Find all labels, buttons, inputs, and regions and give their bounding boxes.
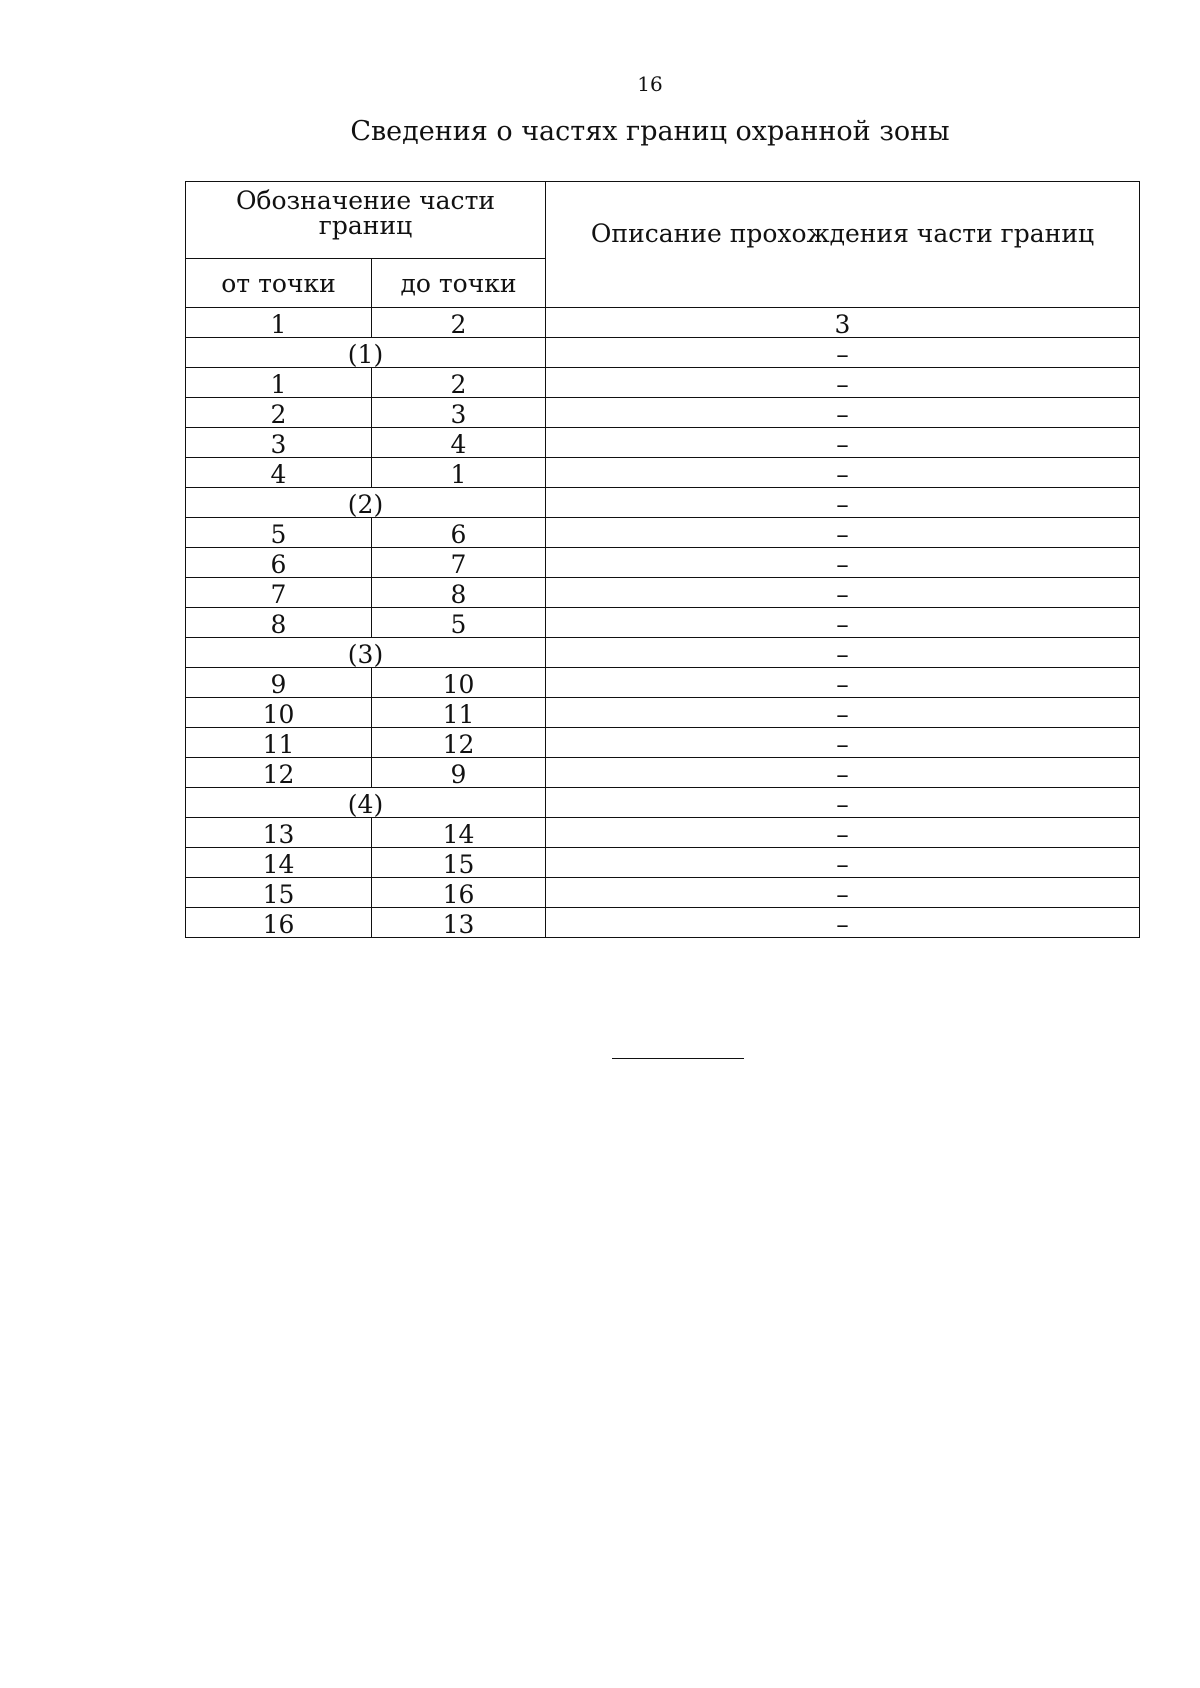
cell-description: – (546, 428, 1140, 458)
cell-description: – (546, 638, 1140, 668)
cell-from-point: 3 (186, 428, 372, 458)
table-row (186, 668, 1140, 698)
cell-from-point: 7 (186, 578, 372, 608)
column-numbering-row (186, 308, 1140, 338)
cell-to-point: 9 (372, 758, 546, 788)
table-row (186, 608, 1140, 638)
page-title: Сведения о частях границ охранной зоны (350, 116, 950, 147)
cell-description: – (546, 848, 1140, 878)
table-row (186, 818, 1140, 848)
end-divider-line (612, 1058, 744, 1059)
cell-from-point: 1 (186, 308, 372, 338)
cell-to-point: 8 (372, 578, 546, 608)
table-row (186, 578, 1140, 608)
cell-from-point: 2 (186, 398, 372, 428)
cell-description: – (546, 818, 1140, 848)
cell-from-point: 10 (186, 698, 372, 728)
cell-from-point: 13 (186, 818, 372, 848)
cell-description: – (546, 878, 1140, 908)
table-row (186, 458, 1140, 488)
cell-from-point: 11 (186, 728, 372, 758)
cell-description: – (546, 608, 1140, 638)
table-row (186, 548, 1140, 578)
cell-to-point: 16 (372, 878, 546, 908)
cell-to-point: 6 (372, 518, 546, 548)
cell-description: – (546, 548, 1140, 578)
cell-to-point: 13 (372, 908, 546, 938)
header-boundary-part-designation: Обозначение части границ (186, 182, 546, 259)
table-row (186, 398, 1140, 428)
table-row (186, 698, 1140, 728)
cell-to-point: 3 (372, 398, 546, 428)
cell-description: – (546, 518, 1140, 548)
cell-to-point: 1 (372, 458, 546, 488)
header-from-point: от точки (186, 259, 372, 308)
cell-from-point: 16 (186, 908, 372, 938)
cell-from-point: 1 (186, 368, 372, 398)
section-row (186, 338, 1140, 368)
cell-description: – (546, 578, 1140, 608)
cell-to-point: 2 (372, 368, 546, 398)
cell-description: – (546, 698, 1140, 728)
cell-description: – (546, 758, 1140, 788)
section-row (186, 638, 1140, 668)
section-label: (3) (186, 638, 546, 668)
cell-description: – (546, 398, 1140, 428)
boundary-parts-table (185, 181, 1140, 938)
table-row (186, 518, 1140, 548)
cell-description: – (546, 338, 1140, 368)
cell-from-point: 14 (186, 848, 372, 878)
cell-to-point: 11 (372, 698, 546, 728)
cell-description: – (546, 668, 1140, 698)
table-row (186, 758, 1140, 788)
table-row (186, 428, 1140, 458)
cell-to-point: 15 (372, 848, 546, 878)
cell-description: – (546, 368, 1140, 398)
cell-to-point: 4 (372, 428, 546, 458)
cell-to-point: 14 (372, 818, 546, 848)
table-row (186, 848, 1140, 878)
cell-from-point: 4 (186, 458, 372, 488)
cell-from-point: 8 (186, 608, 372, 638)
section-label: (4) (186, 788, 546, 818)
section-row (186, 488, 1140, 518)
page-number: 16 (637, 72, 663, 96)
section-row (186, 788, 1140, 818)
cell-to-point: 7 (372, 548, 546, 578)
cell-from-point: 15 (186, 878, 372, 908)
table-header-row (186, 182, 1140, 259)
cell-from-point: 5 (186, 518, 372, 548)
cell-to-point: 2 (372, 308, 546, 338)
cell-to-point: 5 (372, 608, 546, 638)
cell-to-point: 12 (372, 728, 546, 758)
cell-description: – (546, 488, 1140, 518)
table-row (186, 368, 1140, 398)
table-row (186, 878, 1140, 908)
cell-description: – (546, 728, 1140, 758)
cell-from-point: 9 (186, 668, 372, 698)
cell-description: – (546, 458, 1140, 488)
section-label: (1) (186, 338, 546, 368)
cell-from-point: 6 (186, 548, 372, 578)
table-row (186, 908, 1140, 938)
table-body (186, 308, 1140, 938)
cell-from-point: 12 (186, 758, 372, 788)
cell-to-point: 10 (372, 668, 546, 698)
header-boundary-description: Описание прохождения части границ (546, 182, 1140, 308)
section-label: (2) (186, 488, 546, 518)
cell-description: – (546, 788, 1140, 818)
cell-description: – (546, 908, 1140, 938)
cell-description: 3 (546, 308, 1140, 338)
table-row (186, 728, 1140, 758)
header-to-point: до точки (372, 259, 546, 308)
